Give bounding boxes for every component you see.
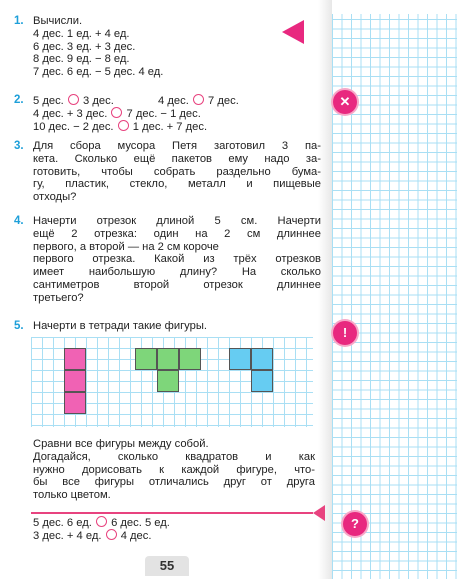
margin-top-blank bbox=[332, 0, 457, 14]
compare-circle-icon[interactable] bbox=[193, 94, 204, 105]
task-number: 2. bbox=[14, 94, 24, 106]
green-square bbox=[135, 348, 157, 370]
comparison-value: 7 дес. bbox=[208, 95, 239, 107]
compare-circle-icon[interactable] bbox=[111, 107, 122, 118]
green-square bbox=[179, 348, 201, 370]
margin-grid bbox=[330, 0, 457, 579]
task-text-line: сантиметров второй отрезок длиннее bbox=[33, 278, 321, 291]
pink-square bbox=[64, 348, 86, 370]
task-5-intro: Начерти в тетради такие фигуры. bbox=[33, 320, 207, 332]
expression: 6 дес. 3 ед. + 3 дес. bbox=[33, 40, 136, 53]
blue-square bbox=[229, 348, 251, 370]
task-text-line: нужно дорисовать к каждой фигуре, что- bbox=[33, 463, 315, 476]
task-text-line: гу, пластик, стекло, металл и пищевые bbox=[33, 178, 321, 191]
blue-square bbox=[251, 370, 273, 392]
face-icon: ✕ bbox=[333, 90, 357, 114]
task-text-line: Для сбора мусора Петя заготовил 3 па- bbox=[33, 140, 321, 152]
page-number: 55 bbox=[145, 556, 189, 576]
compare-circle-icon[interactable] bbox=[106, 529, 117, 540]
task-text-line: отходы? bbox=[33, 191, 77, 204]
task-text-line: ещё 2 отрезка: один на 2 см длиннее bbox=[33, 227, 321, 240]
comparison-row bbox=[33, 120, 313, 133]
comparison-row bbox=[33, 107, 313, 120]
task-number: 4. bbox=[14, 215, 24, 227]
comparison-row bbox=[33, 529, 313, 542]
exclamation-icon: ! bbox=[333, 321, 357, 345]
compare-circle-icon[interactable] bbox=[68, 94, 79, 105]
comparison-value: 6 дес. 5 ед. bbox=[111, 517, 170, 529]
task-text-line: первого отрезка. Какой из трёх отрезков bbox=[33, 253, 321, 266]
task-text-line: только цветом. bbox=[33, 489, 111, 502]
task-number: 5. bbox=[14, 320, 24, 332]
section-divider bbox=[31, 512, 313, 514]
comparison-row bbox=[33, 516, 313, 529]
blue-square bbox=[251, 348, 273, 370]
compare-circle-icon[interactable] bbox=[96, 516, 107, 527]
divider-arrow-icon bbox=[313, 505, 325, 521]
task-number: 3. bbox=[14, 140, 24, 152]
pink-square bbox=[64, 370, 86, 392]
task-text-line: имеет наибольшую длину? На сколько bbox=[33, 266, 321, 279]
comparison-row bbox=[33, 94, 313, 107]
task-text-line: бы все фигуры отличались друг от друга bbox=[33, 476, 315, 489]
task-text-line: первого, а второй — на 2 см короче bbox=[33, 240, 219, 253]
task-1-title: Вычисли. bbox=[33, 15, 83, 27]
comparison-value: 10 дес. − 2 дес. bbox=[33, 120, 114, 133]
expression: 7 дес. 6 ед. − 5 дес. 4 ед. bbox=[33, 66, 164, 79]
comparison-value: 3 дес. + 4 ед. bbox=[33, 529, 102, 542]
comparison-value: 5 дес. 6 ед. bbox=[33, 517, 92, 529]
compare-circle-icon[interactable] bbox=[118, 120, 129, 131]
comparison-value: 1 дес. + 7 дес. bbox=[132, 120, 208, 133]
comparison-value: 5 дес. bbox=[33, 95, 64, 107]
expression: 4 дес. 1 ед. + 4 ед. bbox=[33, 27, 130, 40]
comparison-value: 4 дес. bbox=[120, 529, 152, 542]
pink-square bbox=[64, 392, 86, 414]
figures-grid bbox=[31, 337, 313, 427]
green-square bbox=[157, 348, 179, 370]
expression: 8 дес. 9 ед. − 8 ед. bbox=[33, 53, 130, 66]
task-text-line: кета. Сколько ещё пакетов ему надо за- bbox=[33, 152, 321, 165]
comparison-value: 3 дес. bbox=[83, 95, 114, 107]
task-text-line: Сравни все фигуры между собой. bbox=[33, 438, 209, 450]
task-text-line: Начерти отрезок длиной 5 см. Начерти bbox=[33, 215, 321, 227]
comparison-value: 4 дес. + 3 дес. bbox=[33, 107, 108, 120]
task-number: 1. bbox=[14, 15, 24, 27]
task-text-line: готовить, чтобы собрать раздельно бума- bbox=[33, 165, 321, 178]
comparison-value: 4 дес. bbox=[158, 95, 189, 107]
task-text-line: Догадайся, сколько квадратов и как bbox=[33, 450, 315, 463]
comparison-value: 7 дес. − 1 дес. bbox=[126, 107, 201, 120]
question-face-icon: ? bbox=[343, 512, 367, 536]
green-square bbox=[157, 370, 179, 392]
task-text-line: третьего? bbox=[33, 291, 84, 304]
pointer-triangle-icon bbox=[282, 20, 304, 44]
